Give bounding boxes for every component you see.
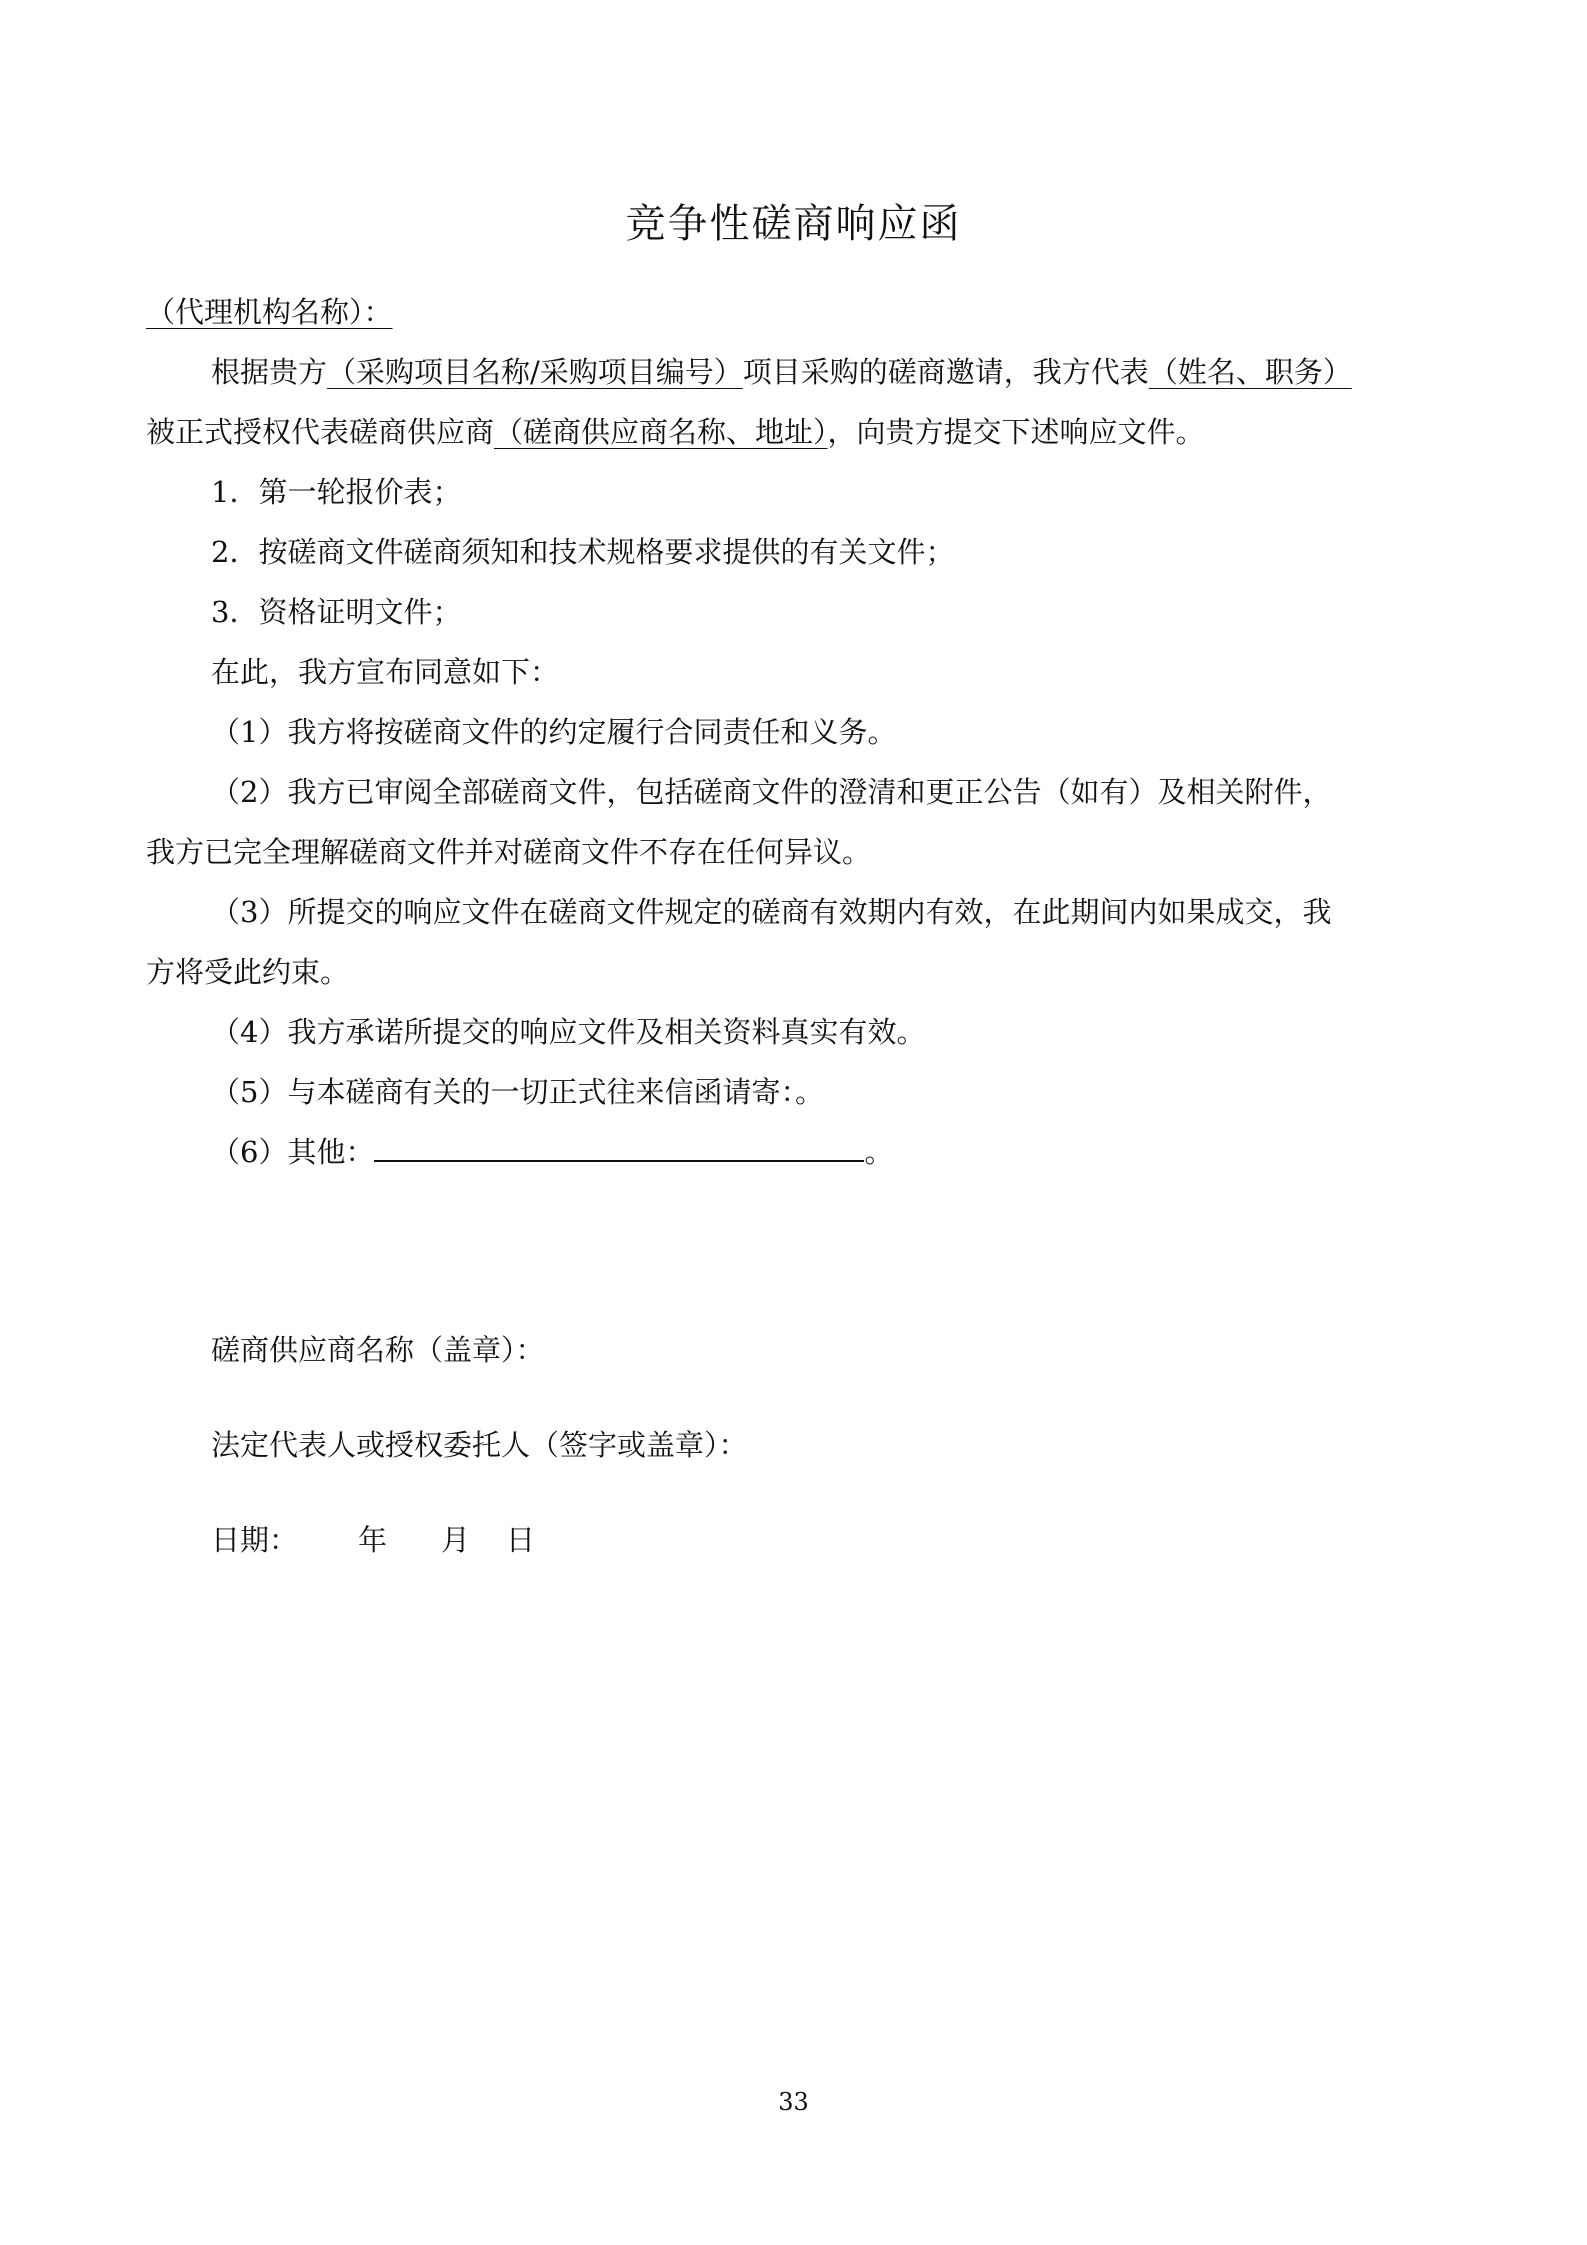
date-day: 日 — [506, 1523, 536, 1557]
declaration-4: （4）我方承诺所提交的响应文件及相关资料真实有效。 — [211, 1015, 926, 1049]
supplier-field: （磋商供应商名称、地址） — [494, 415, 828, 449]
declaration-6 — [211, 1132, 893, 1172]
date-label: 日期： — [211, 1523, 299, 1557]
para1-text3: 被正式授权代表磋商供应商 — [146, 415, 495, 449]
date-line — [211, 1520, 535, 1560]
list-item: 2．按磋商文件磋商须知和技术规格要求提供的有关文件； — [211, 535, 955, 569]
para1-text2: 项目采购的磋商邀请，我方代表 — [742, 355, 1149, 389]
para1-line1 — [211, 352, 1352, 392]
supplier-name-seal: 磋商供应商名称（盖章）： — [211, 1333, 545, 1367]
project-name-field: （采购项目名称/采购项目编号） — [327, 355, 743, 389]
declaration-3-line2: 方将受此约束。 — [146, 955, 350, 989]
other-blank-field — [374, 1134, 864, 1162]
declaration-2-line2: 我方已完全理解磋商文件并对磋商文件不存在任何异议。 — [146, 835, 872, 869]
para1-line2 — [146, 412, 1205, 452]
declare-intro: 在此，我方宣布同意如下： — [211, 655, 560, 689]
declaration-5: （5）与本磋商有关的一切正式往来信函请寄：。 — [211, 1075, 824, 1109]
page-number: 33 — [778, 2088, 809, 2116]
date-year: 年 — [358, 1523, 388, 1557]
document-title: 竞争性磋商响应函 — [625, 201, 962, 247]
addressee-line: （代理机构名称）： — [146, 295, 393, 329]
date-month: 月 — [441, 1523, 471, 1557]
representative-signature: 法定代表人或授权委托人（签字或盖章）： — [211, 1428, 748, 1462]
list-item: 3．资格证明文件； — [211, 595, 462, 629]
declaration-2-line1: （2）我方已审阅全部磋商文件，包括磋商文件的澄清和更正公告（如有）及相关附件， — [211, 775, 1332, 809]
declaration-1: （1）我方将按磋商文件的约定履行合同责任和义务。 — [211, 715, 897, 749]
list-item: 1．第一轮报价表； — [211, 475, 462, 509]
para1-text4: ，向贵方提交下述响应文件。 — [827, 415, 1205, 449]
para1-text1: 根据贵方 — [211, 355, 328, 389]
representative-field: （姓名、职务） — [1148, 355, 1352, 389]
declaration-6-label: （6）其他： — [211, 1135, 375, 1169]
declaration-3-line1: （3）所提交的响应文件在磋商文件规定的磋商有效期内有效，在此期间内如果成交，我 — [211, 895, 1332, 929]
declaration-6-end: 。 — [864, 1135, 894, 1169]
